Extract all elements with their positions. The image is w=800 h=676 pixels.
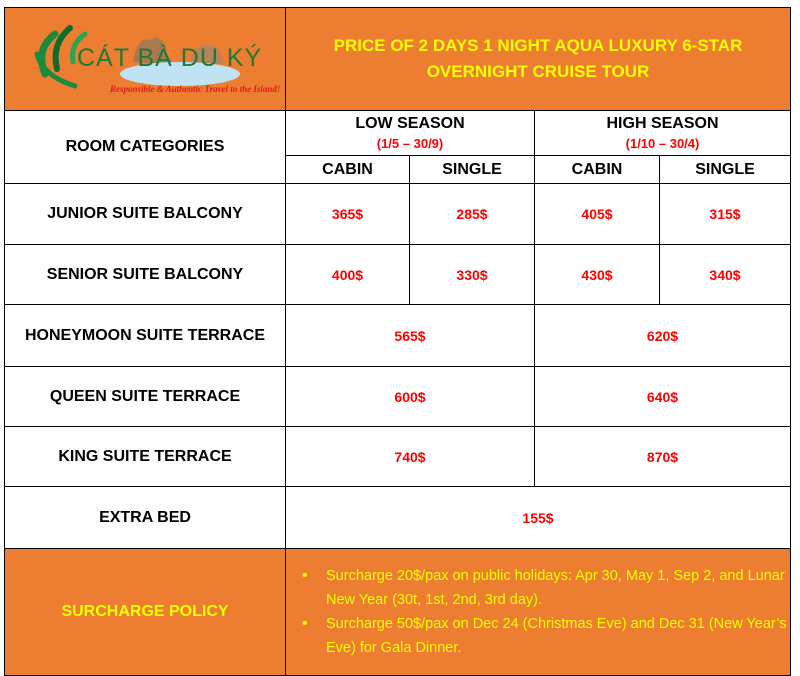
title-line-1: PRICE OF 2 DAYS 1 NIGHT AQUA LUXURY 6-STAR [333, 36, 743, 55]
low-season-range: (1/5 – 30/9) [376, 136, 444, 151]
price-high-season: 620$ [535, 305, 791, 367]
price-high-single: 315$ [660, 184, 791, 245]
extra-bed-price: 155$ [286, 487, 791, 549]
table-row [5, 367, 791, 427]
table-row [5, 184, 791, 245]
surcharge-item: • Surcharge 20$/pax on public holidays: Apr 30, May 1, Sep 2, and Lunar New Year (30t, 1st, 2nd, 3rd day). [326, 564, 790, 612]
page-title [286, 8, 791, 111]
table-row [5, 245, 791, 305]
price-high-cabin: 405$ [535, 184, 660, 245]
price-low-season: 600$ [286, 367, 535, 427]
price-high-season: 870$ [535, 427, 791, 487]
surcharge-item: • Surcharge 50$/pax on Dec 24 (Christmas Eve) and Dec 31 (New Year’s Eve) for Gala Dinner. [326, 612, 790, 660]
high-season-header [535, 111, 791, 156]
price-low-season: 565$ [286, 305, 535, 367]
price-low-season: 740$ [286, 427, 535, 487]
logo-tagline: Responsible & Authentic Travel to the Island! [110, 84, 281, 94]
price-low-single: 285$ [410, 184, 535, 245]
logo-brand-text: CÁT BÀ DU KÝ [77, 44, 263, 72]
surcharge-policy-details [286, 549, 791, 676]
room-category: SENIOR SUITE BALCONY [5, 245, 286, 305]
extra-bed-label: EXTRA BED [5, 487, 286, 549]
price-high-cabin: 430$ [535, 245, 660, 305]
title-line-2: OVERNIGHT CRUISE TOUR [426, 62, 650, 81]
surcharge-list [286, 564, 790, 660]
low-season-name: LOW SEASON [355, 115, 465, 132]
room-category: QUEEN SUITE TERRACE [5, 367, 286, 427]
room-category: KING SUITE TERRACE [5, 427, 286, 487]
high-season-name: HIGH SEASON [606, 115, 719, 132]
price-low-cabin: 400$ [286, 245, 410, 305]
price-high-season: 640$ [535, 367, 791, 427]
low-single-header: SINGLE [410, 156, 535, 184]
room-category: HONEYMOON SUITE TERRACE [5, 305, 286, 367]
price-table [4, 7, 791, 676]
table-row [5, 487, 791, 549]
price-low-single: 330$ [410, 245, 535, 305]
low-season-header [286, 111, 535, 156]
table-row [5, 305, 791, 367]
high-season-range: (1/10 – 30/4) [625, 136, 700, 151]
high-single-header: SINGLE [660, 156, 791, 184]
cat-ba-du-ky-logo [15, 14, 281, 104]
high-cabin-header: CABIN [535, 156, 660, 184]
price-high-single: 340$ [660, 245, 791, 305]
price-low-cabin: 365$ [286, 184, 410, 245]
surcharge-policy-label: SURCHARGE POLICY [5, 549, 286, 676]
room-categories-header: ROOM CATEGORIES [5, 111, 286, 184]
logo-cell [5, 8, 286, 111]
low-cabin-header: CABIN [286, 156, 410, 184]
table-row [5, 427, 791, 487]
room-category: JUNIOR SUITE BALCONY [5, 184, 286, 245]
